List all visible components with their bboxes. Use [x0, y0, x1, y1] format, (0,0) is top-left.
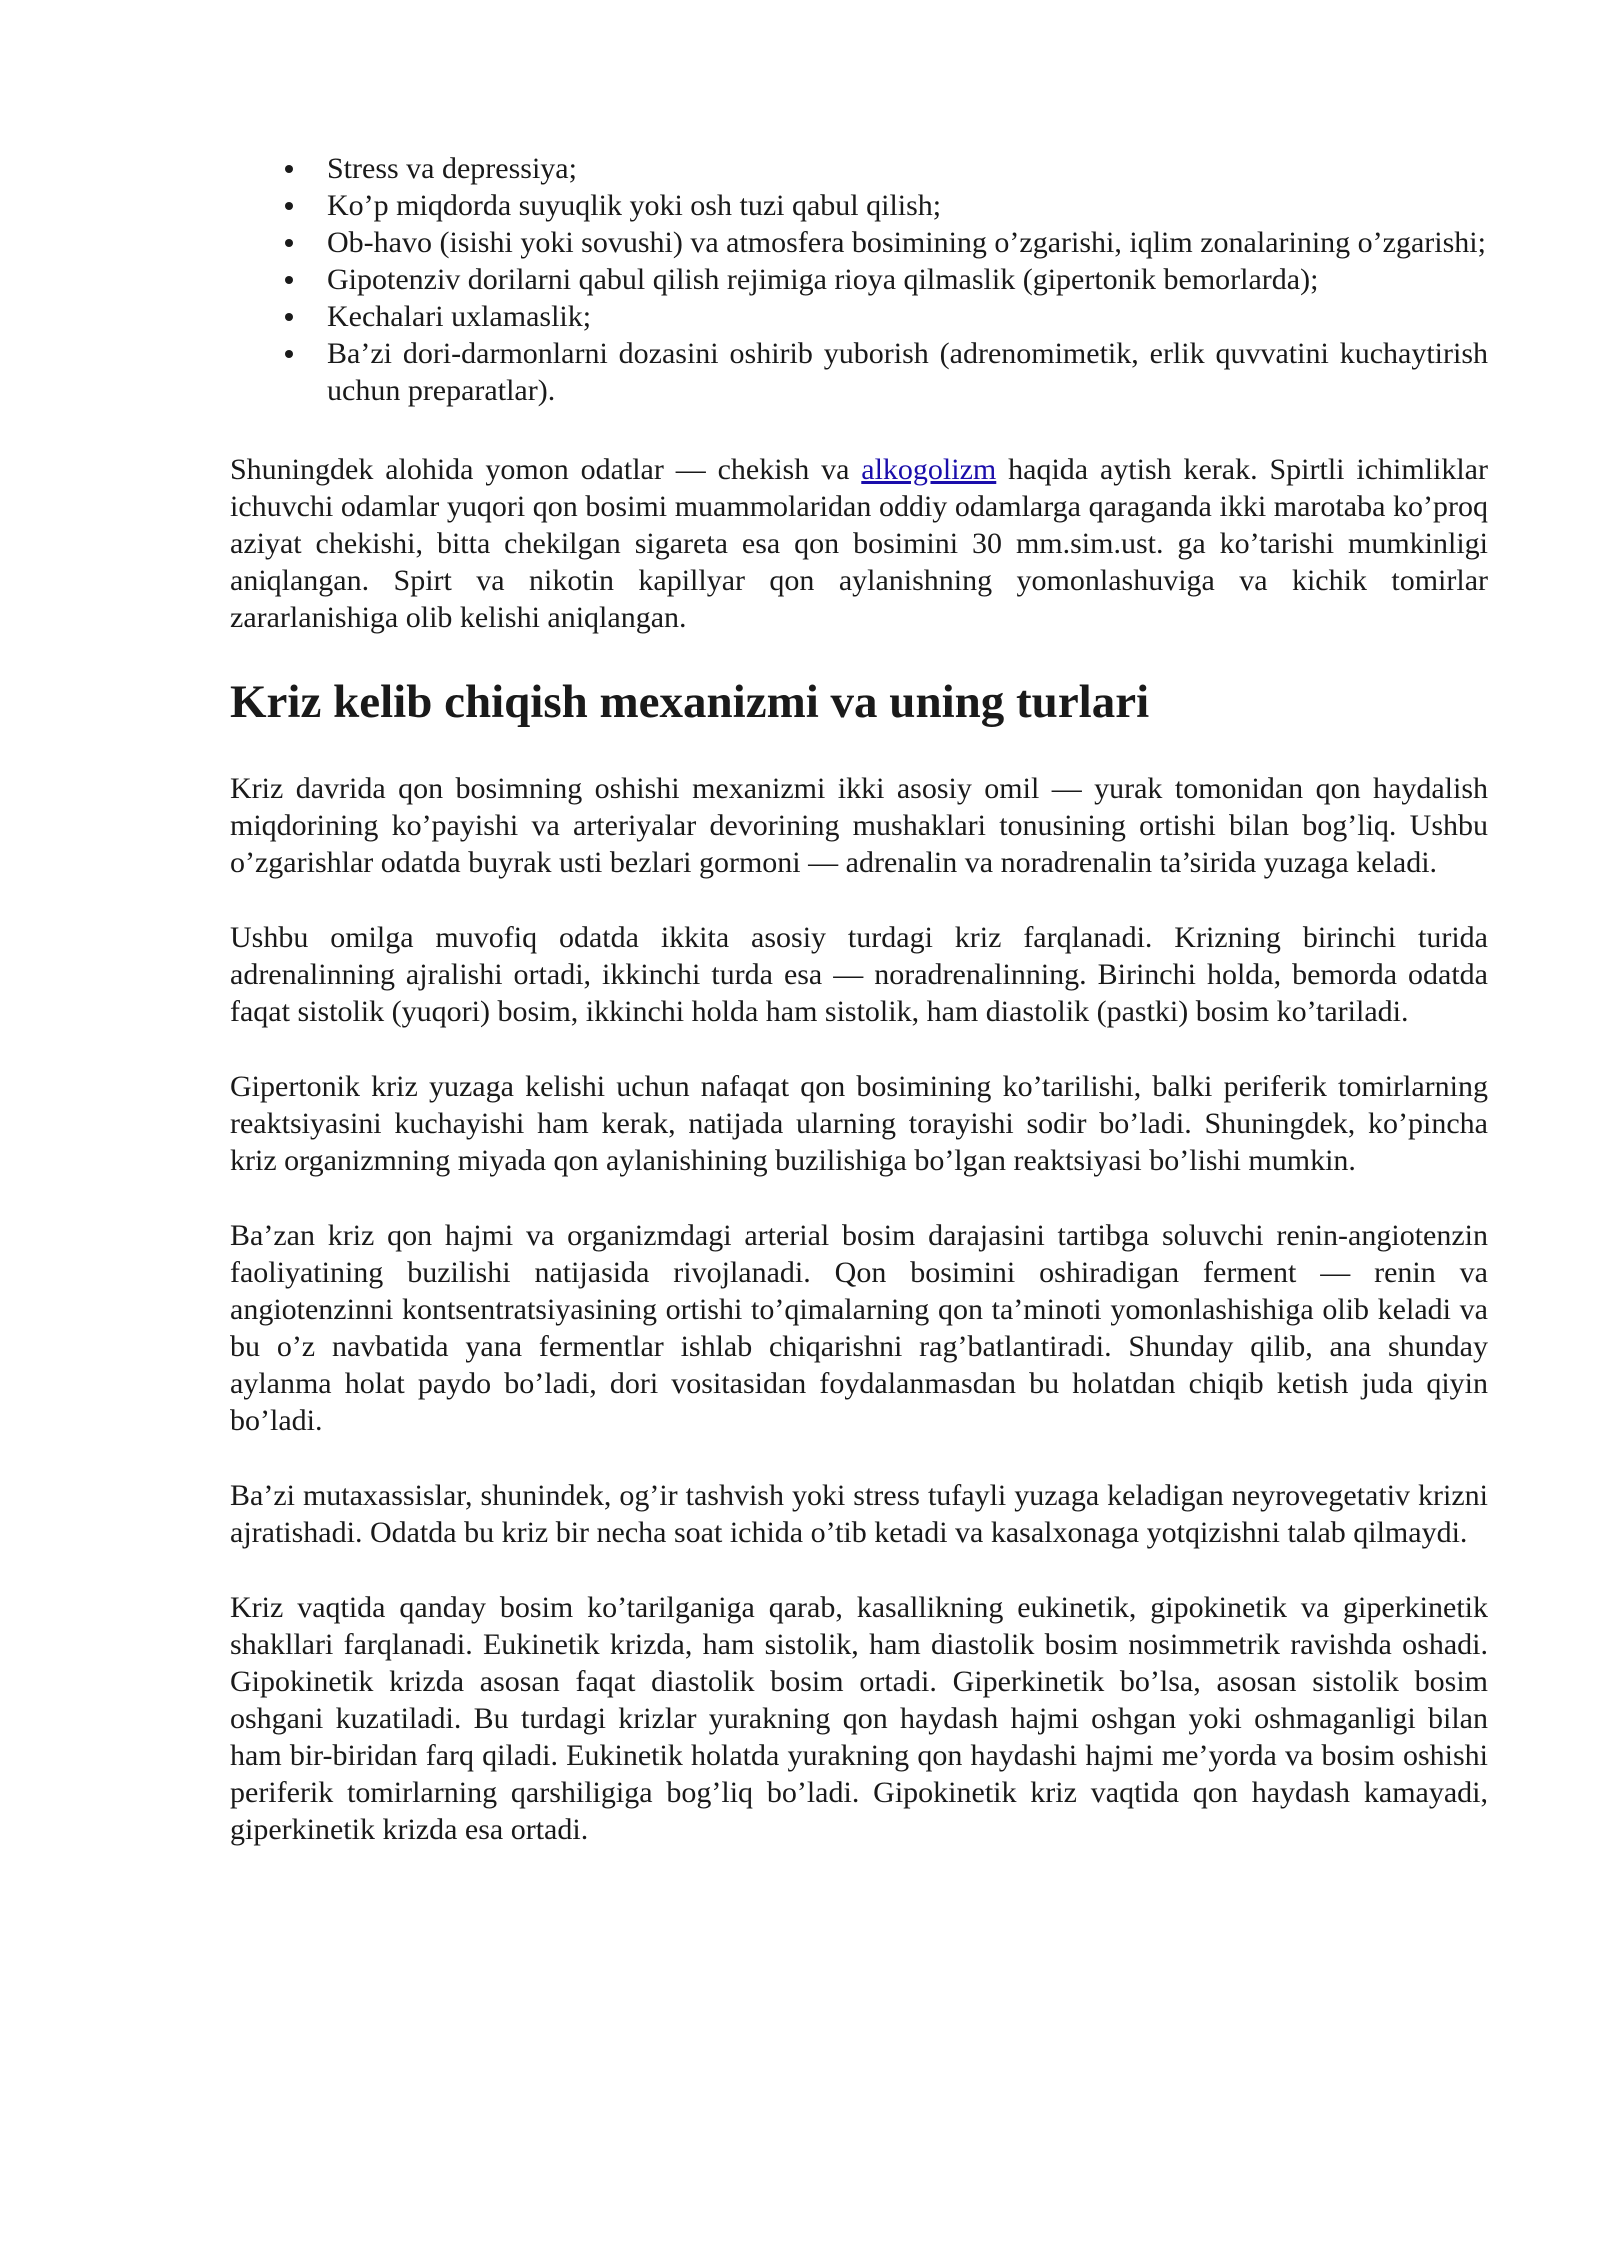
list-item [230, 335, 1488, 409]
body-paragraph: Gipertonik kriz yuzaga kelishi uchun nafaqat qon bosimining ko’tarilishi, balki periferik tomirlarning reaktsiyasini kuchayishi ham kerak, natijada ularning torayishi sodir bo’ladi. Shuningdek, ko’pincha kriz organizmning miyada qon aylanishining buzilishiga bo’lgan reaktsiyasi bo’lishi mumkin. [230, 1070, 1488, 1177]
list-item-text: Stress va depressiya; [327, 152, 577, 185]
list-item [230, 224, 1488, 261]
body-paragraph: Kriz davrida qon bosimning oshishi mexanizmi ikki asosiy omil — yurak tomonidan qon haydalish miqdorining ko’payishi va arteriyalar devorining mushaklari tonusining ortishi bilan bog’liq. Ushbu o’zgarishlar odatda buyrak usti bezlari gormoni — adrenalin va noradrenalin ta’sirida yuzaga keladi. [230, 772, 1488, 879]
list-item [230, 187, 1488, 224]
list-item-text: Ob-havo (isishi yoki sovushi) va atmosfera bosimining o’zgarishi, iqlim zonalarining o’zgarishi; [327, 226, 1486, 259]
intro-text-end: haqida aytish kerak. Spirtli ichimliklar ichuvchi odamlar yuqori qon bosimi muammolaridan oddiy odamlarga qaraganda ikki marotaba ko’proq aziyat chekishi, bitta chekilgan sigareta esa qon bosimini 30 mm.sim.ust. ga ko’tarishi mumkinligi aniqlangan. Spirt va nikotin kapillyar qon aylanishning yomonlashuviga va kichik tomirlar zararlanishiga olib kelishi aniqlangan. [230, 453, 1488, 634]
risk-factor-list [230, 150, 1488, 409]
body-paragraph: Ba’zan kriz qon hajmi va organizmdagi arterial bosim darajasini tartibga soluvchi renin-angiotenzin faoliyatining buzilishi natijasida rivojlanadi. Qon bosimini oshiradigan ferment — renin va angiotenzinni kontsentratsiyasining ortishi to’qimalarning qon ta’minoti yomonlashishiga olib keladi va bu o’z navbatida yana fermentlar ishlab chiqarishni rag’batlantiradi. Shunday qilib, ana shunday aylanma holat paydo bo’ladi, dori vositasidan foydalanmasdan bu holatdan chiqib ketish juda qiyin bo’ladi. [230, 1219, 1488, 1437]
list-item-text: Kechalari uxlamaslik; [327, 300, 592, 333]
bullet-icon [285, 350, 293, 358]
intro-paragraph [230, 451, 1488, 636]
document-page [230, 150, 1488, 1886]
bullet-icon [285, 202, 293, 210]
bullet-icon [285, 313, 293, 321]
list-item [230, 261, 1488, 298]
list-item [230, 298, 1488, 335]
list-item [230, 150, 1488, 187]
alkogolizm-link[interactable]: alkogolizm [861, 453, 997, 486]
body-paragraph: Ushbu omilga muvofiq odatda ikkita asosiy turdagi kriz farqlanadi. Krizning birinchi turida adrenalinning ajralishi ortadi, ikkinchi turda esa — noradrenalinning. Birinchi holda, bemorda odatda faqat sistolik (yuqori) bosim, ikkinchi holda ham sistolik, ham diastolik (pastki) bosim ko’tariladi. [230, 921, 1488, 1028]
bullet-icon [285, 165, 293, 173]
intro-text-start: Shuningdek alohida yomon odatlar — chekish va [230, 453, 862, 486]
section-heading: Kriz kelib chiqish mexanizmi va uning turlari [230, 676, 1150, 728]
list-item-text: Gipotenziv dorilarni qabul qilish rejimiga rioya qilmaslik (gipertonik bemorlarda); [327, 263, 1319, 296]
body-paragraph: Kriz vaqtida qanday bosim ko’tarilganiga qarab, kasallikning eukinetik, gipokinetik va giperkinetik shakllari farqlanadi. Eukinetik krizda, ham sistolik, ham diastolik bosim nosimmetrik ravishda oshadi. Gipokinetik krizda asosan faqat diastolik bosim ortadi. Giperkinetik bo’lsa, asosan sistolik bosim oshgani kuzatiladi. Bu turdagi krizlar yurakning qon haydash hajmi oshgan yoki oshmaganligi bilan ham bir-biridan farq qiladi. Eukinetik holatda yurakning qon haydashi hajmi me’yorda va bosim oshishi periferik tomirlarning qarshiligiga bog’liq bo’ladi. Gipokinetik kriz vaqtida qon haydash kamayadi, giperkinetik krizda esa ortadi. [230, 1591, 1488, 1846]
list-item-text: Ba’zi dori-darmonlarni dozasini oshirib yuborish (adrenomimetik, erlik quvvatini kuchaytirish uchun preparatlar). [327, 337, 1488, 407]
body-paragraph: Ba’zi mutaxassislar, shunindek, og’ir tashvish yoki stress tufayli yuzaga keladigan neyrovegetativ krizni ajratishadi. Odatda bu kriz bir necha soat ichida o’tib ketadi va kasalxonaga yotqizishni talab qilmaydi. [230, 1479, 1488, 1549]
bullet-icon [285, 239, 293, 247]
bullet-icon [285, 276, 293, 284]
list-item-text: Ko’p miqdorda suyuqlik yoki osh tuzi qabul qilish; [327, 189, 942, 222]
